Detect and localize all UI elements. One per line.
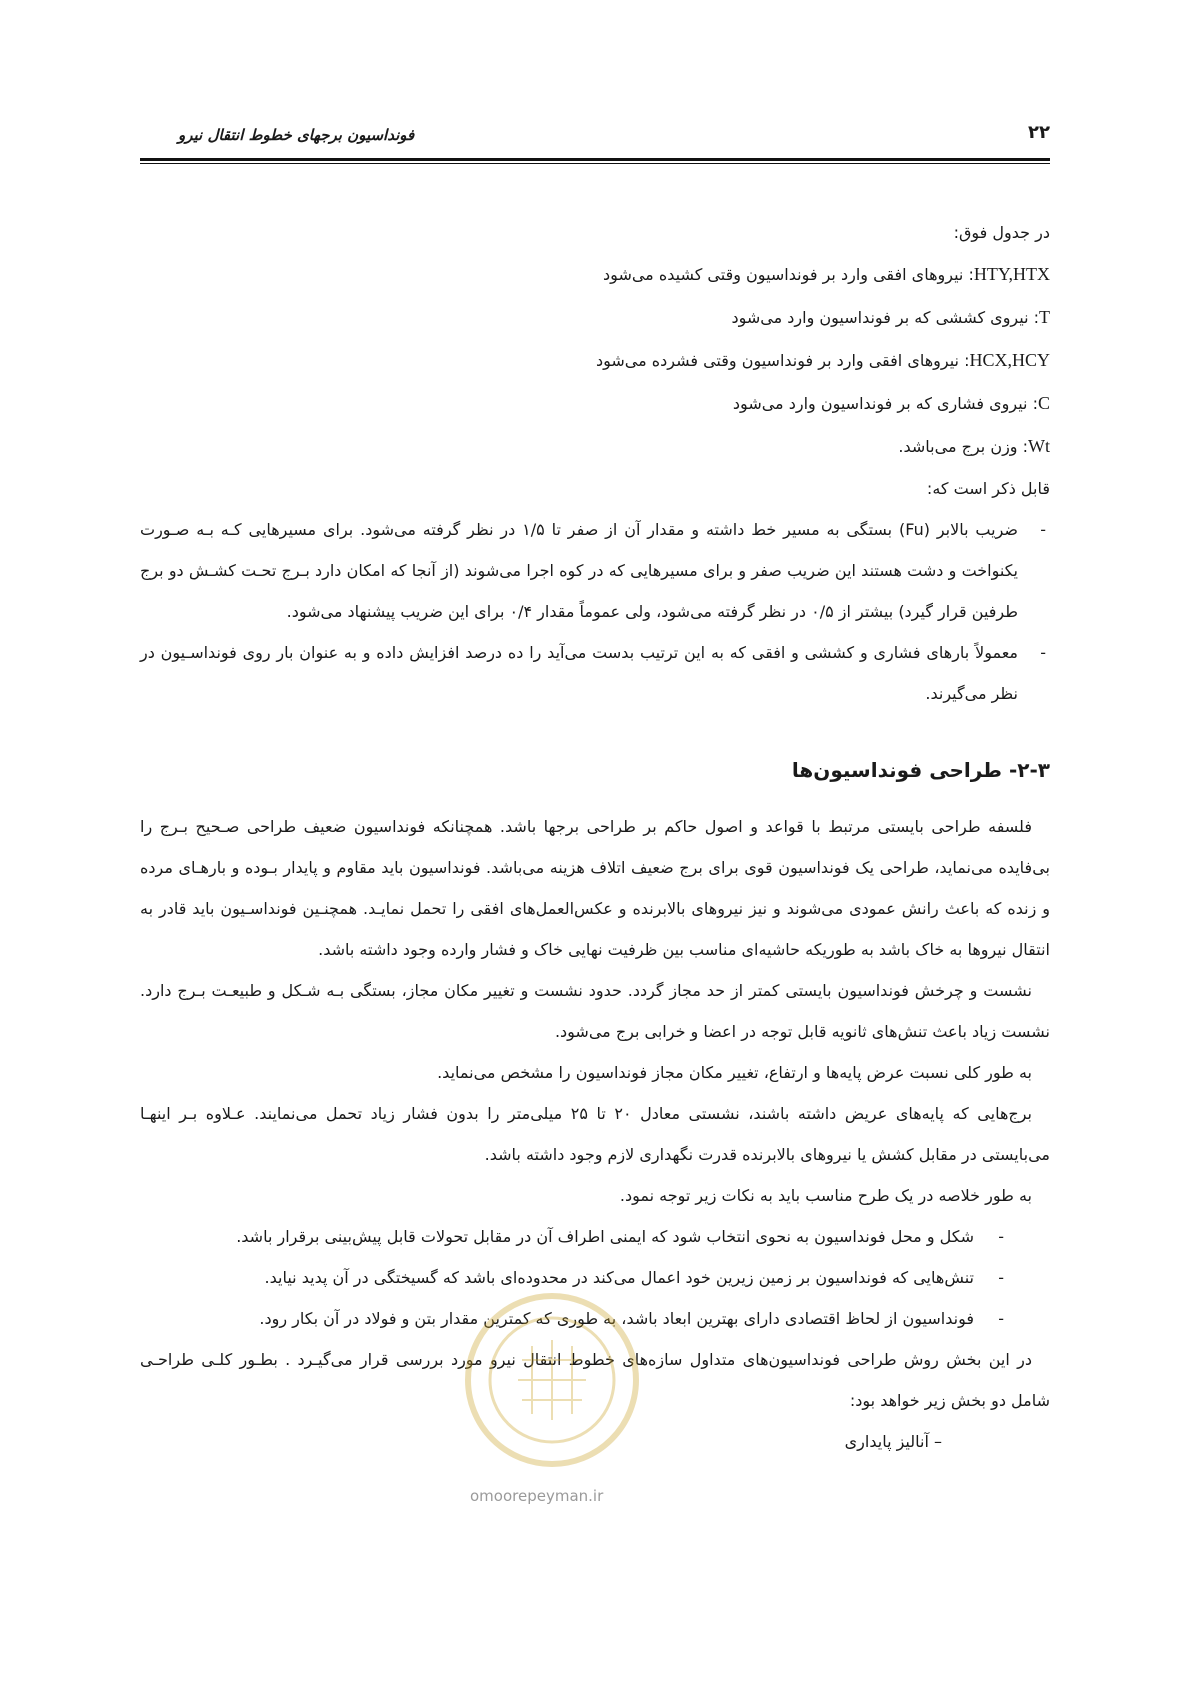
definition-symbol: HTY,HTX bbox=[973, 264, 1050, 284]
definition-item bbox=[140, 253, 1050, 296]
design-point-item: - تنش‌هایی که فونداسیون بر زمین زیرین خود اعمال می‌کند در محدوده‌ای باشد که گسیختگی در آن پدید نیاید. bbox=[140, 1257, 1008, 1298]
definition-text: : نیروی کششی که بر فونداسیون وارد می‌شود bbox=[731, 308, 1039, 327]
definition-text: : وزن برج می‌باشد. bbox=[898, 437, 1028, 456]
definition-text: : نیروی فشاری که بر فونداسیون وارد می‌شود bbox=[732, 394, 1038, 413]
tail-item: – آنالیز پایداری bbox=[844, 1432, 942, 1451]
body-paragraph: برج‌هایی که پایه‌های عریض داشته باشند، نشستی معادل ۲۰ تا ۲۵ میلی‌متر را بدون فشار زیاد تحمل می‌نمایند. عـلاوه بـر اینهـا می‌بایستی در مقابل کشش یا نیروهای بالابرنده قدرت نگهداری لازم وجود داشته باشد. bbox=[140, 1104, 1050, 1164]
design-point-item: - فونداسیون از لحاظ اقتصادی دارای بهترین ابعاد باشد، به طوری که کمترین مقدار بتن و فولاد در آن بکار رود. bbox=[140, 1298, 1008, 1339]
closing-paragraph: در این بخش روش طراحی فونداسیون‌های متداول سازه‌های خطوط انتقال نیرو مورد بررسی قرار می‌گیـرد . بطـور کلـی طراحـی شامل دو بخش زیر خواهد بود: bbox=[140, 1350, 1050, 1410]
definition-item bbox=[140, 382, 1050, 425]
definitions-note: قابل ذکر است که: bbox=[926, 479, 1050, 498]
definition-symbol: T bbox=[1039, 307, 1050, 327]
definitions-intro: در جدول فوق: bbox=[953, 223, 1050, 242]
definition-item bbox=[140, 296, 1050, 339]
notes-list bbox=[140, 509, 1050, 714]
running-title: فونداسیون برجهای خطوط انتقال نیرو bbox=[178, 126, 415, 144]
page-content bbox=[140, 212, 1050, 1462]
definition-text: : نیروهای افقی وارد بر فونداسیون وقتی فشرده می‌شود bbox=[595, 351, 970, 370]
definitions-list bbox=[140, 253, 1050, 468]
watermark-logo bbox=[462, 1290, 642, 1470]
section-heading: ۲-۳- طراحی فونداسیون‌ها bbox=[791, 758, 1050, 782]
body-paragraph: به طور خلاصه در یک طرح مناسب باید به نکات زیر توجه نمود. bbox=[619, 1186, 1032, 1205]
definition-item bbox=[140, 339, 1050, 382]
body-paragraph: نشست و چرخش فونداسیون بایستی کمتر از حد مجاز گردد. حدود نشست و تغییر مکان مجاز، بستگی بـه شـکل و طبیعـت بـرج دارد. نشست زیاد باعث تنش‌های ثانویه قابل توجه در اعضا و خرابی برج می‌شود. bbox=[140, 981, 1050, 1041]
note-item: - معمولاً بارهای فشاری و کششی و افقی که به این ترتیب بدست می‌آید را ده درصد افزایش داده و به عنوان بار روی فونداسـیون در نظر می‌گیرند. bbox=[140, 632, 1050, 714]
definition-symbol: Wt bbox=[1028, 436, 1050, 456]
page-header bbox=[140, 118, 1050, 154]
watermark-url: omoorepeyman.ir bbox=[470, 1487, 604, 1505]
body-paragraph: به طور کلی نسبت عرض پایه‌ها و ارتفاع، تغییر مکان مجاز فونداسیون را مشخص می‌نماید. bbox=[437, 1063, 1032, 1082]
body-paragraph: فلسفه طراحی بایستی مرتبط با قواعد و اصول حاکم بر طراحی برجها باشد. همچنانکه فونداسیون ضعیف طراحی صـحیح بـرج را بی‌فایده می‌نماید، طراحی یک فونداسیون قوی برای برج ضعیف اتلاف هزینه می‌باشد. فونداسیون باید مقاوم و پایدار بـوده و بارهـای مرده و زنده که باعث رانش عمودی می‌شوند و نیز نیروهای بالابرنده و عکس‌العمل‌های افقی را تحمل نمایـد. همچنـین فونداسـیون باید قادر به انتقال نیروها به خاک باشد به طوریکه حاشیه‌ای مناسب بین ظرفیت نهایی خاک و فشار وارده وجود داشته باشد. bbox=[140, 817, 1050, 959]
definition-item bbox=[140, 425, 1050, 468]
definition-text: : نیروهای افقی وارد بر فونداسیون وقتی کشیده می‌شود bbox=[603, 265, 974, 284]
header-rule bbox=[140, 158, 1050, 164]
note-item: - ضریب بالابر (Fu) بستگی به مسیر خط داشته و مقدار آن از صفر تا ۱/۵ در نظر گرفته می‌شود. برای مسیرهایی کـه بـه صـورت یکنواخت و دشت هستند این ضریب صفر و برای مسیرهایی که در کوه اجرا می‌شوند (از آنجا که امکان دارد بـرج تحـت کشـش دو برج طرفین قرار گیرد) بیشتر از ۰/۵ در نظر گرفته می‌شود، ولی عموماً مقدار ۰/۴ برای این ضریب پیشنهاد می‌شود. bbox=[140, 509, 1050, 632]
design-point-item: - شکل و محل فونداسیون به نحوی انتخاب شود که ایمنی اطراف آن در مقابل تحولات قابل پیش‌بینی برقرار باشد. bbox=[140, 1216, 1008, 1257]
page-number: ۲۲ bbox=[1028, 122, 1050, 143]
definition-symbol: C bbox=[1037, 393, 1050, 413]
definition-symbol: HCX,HCY bbox=[969, 350, 1050, 370]
